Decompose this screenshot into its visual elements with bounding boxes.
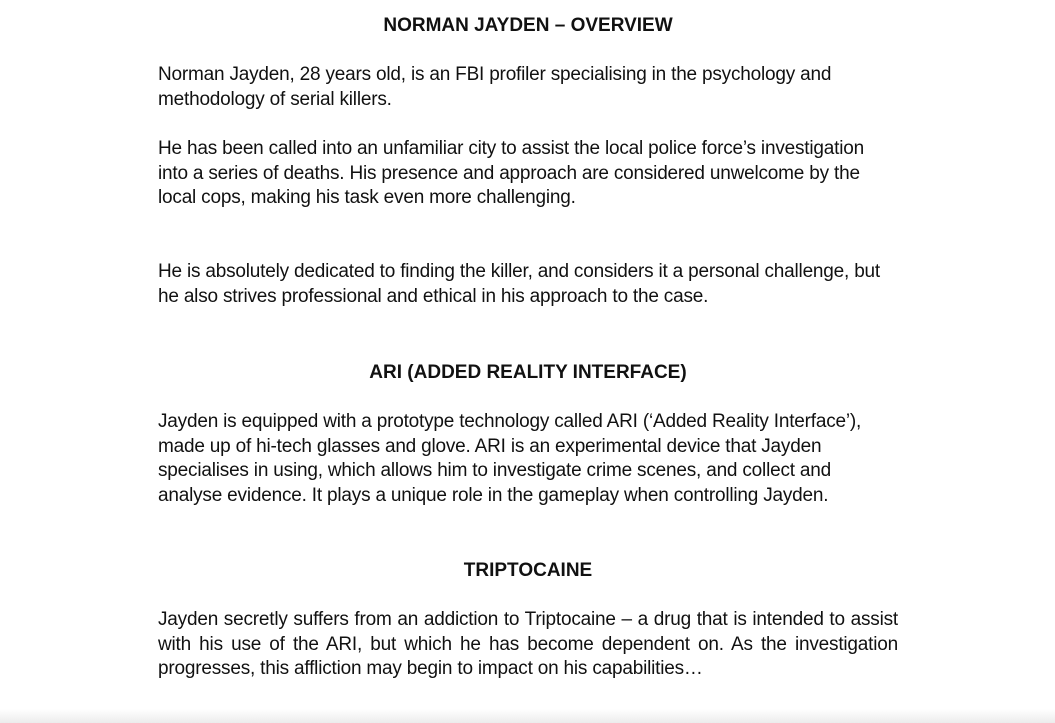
paragraph: Jayden secretly suffers from an addiction to Triptocaine – a drug that is intended to assist with his use of the ARI, but which he has become dependent on. As the investigation progresses, this affliction may begin to impact on his capabilities…: [158, 609, 898, 680]
paragraph: He is absolutely dedicated to finding the killer, and considers it a personal challenge, but he also strives professional and ethical in his approach to the case.: [158, 261, 881, 307]
paragraph: Norman Jayden, 28 years old, is an FBI profiler specialising in the psychology and methodology of serial killers.: [158, 64, 832, 110]
heading-overview: NORMAN JAYDEN – OVERVIEW: [383, 15, 673, 36]
heading-triptocaine: TRIPTOCAINE: [463, 560, 593, 581]
heading-ari: ARI (ADDED REALITY INTERFACE): [369, 362, 687, 383]
page-bottom-edge: [0, 709, 1055, 723]
paragraph: Jayden is equipped with a prototype technology called ARI (‘Added Reality Interface’), made up of hi-tech glasses and glove. ARI is an experimental device that Jayden specialises in using, which allows him to investigate crime scenes, and collect and analyse evidence. It plays a unique role in the gameplay when controlling Jayden.: [158, 411, 862, 507]
paragraph: He has been called into an unfamiliar city to assist the local police force’s investigation into a series of deaths. His presence and approach are considered unwelcome by the local cops, making his task even more challenging.: [158, 138, 864, 209]
